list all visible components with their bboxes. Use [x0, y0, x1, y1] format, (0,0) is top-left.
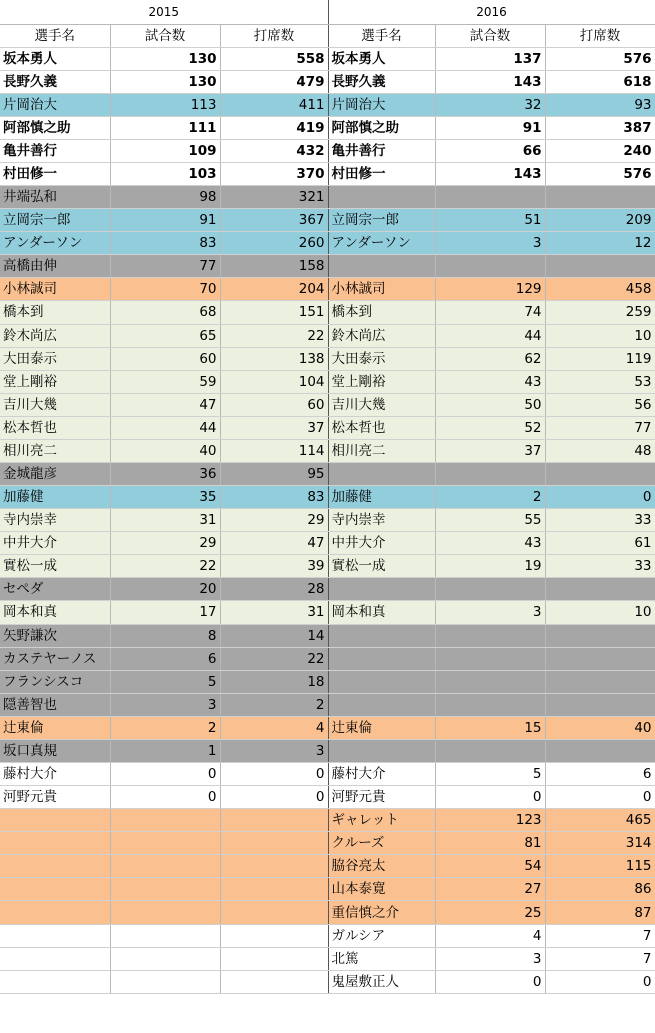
cell-plate-appearances-2016[interactable]: 86 [545, 878, 655, 901]
cell-player-name-2015[interactable]: 大田泰示 [0, 347, 110, 370]
table-row [0, 786, 655, 809]
cell-player-name-2016[interactable]: 加藤健 [328, 486, 435, 509]
cell-games-2016[interactable]: 37 [435, 439, 545, 462]
cell-player-name-2015[interactable]: 鈴木尚広 [0, 324, 110, 347]
cell-games-2015[interactable]: 2 [110, 716, 220, 739]
cell-plate-appearances-2016[interactable]: 10 [545, 324, 655, 347]
cell-plate-appearances-2016[interactable]: 576 [545, 47, 655, 70]
cell-games-2015[interactable]: 29 [110, 532, 220, 555]
cell-plate-appearances-2016[interactable] [545, 462, 655, 485]
table-row [0, 278, 655, 301]
cell-games-2015[interactable]: 44 [110, 416, 220, 439]
cell-games-2015[interactable]: 22 [110, 555, 220, 578]
cell-plate-appearances-2015[interactable]: 419 [220, 116, 328, 139]
cell-games-2015[interactable]: 111 [110, 116, 220, 139]
cell-games-2016[interactable] [435, 647, 545, 670]
header-plate-appearances-2016[interactable]: 打席数 [545, 24, 655, 47]
cell-player-name-2015[interactable]: 坂本勇人 [0, 47, 110, 70]
table-row [0, 462, 655, 485]
cell-player-name-2015[interactable] [0, 832, 110, 855]
table-row [0, 832, 655, 855]
cell-plate-appearances-2015[interactable]: 14 [220, 624, 328, 647]
cell-plate-appearances-2016[interactable]: 0 [545, 786, 655, 809]
cell-plate-appearances-2016[interactable]: 458 [545, 278, 655, 301]
cell-games-2015[interactable] [110, 855, 220, 878]
table-row [0, 855, 655, 878]
cell-plate-appearances-2016[interactable]: 56 [545, 393, 655, 416]
cell-player-name-2015[interactable]: 橋本到 [0, 301, 110, 324]
year-2015-header[interactable]: 2015 [0, 0, 328, 24]
cell-games-2015[interactable] [110, 924, 220, 947]
cell-plate-appearances-2015[interactable]: 22 [220, 324, 328, 347]
cell-player-name-2015[interactable]: フランシスコ [0, 670, 110, 693]
cell-plate-appearances-2015[interactable]: 432 [220, 139, 328, 162]
cell-player-name-2015[interactable]: 堂上剛裕 [0, 370, 110, 393]
cell-games-2016[interactable]: 5 [435, 763, 545, 786]
cell-games-2015[interactable]: 68 [110, 301, 220, 324]
cell-games-2016[interactable]: 129 [435, 278, 545, 301]
cell-player-name-2015[interactable]: 金城龍彦 [0, 462, 110, 485]
cell-games-2015[interactable]: 31 [110, 509, 220, 532]
table-row [0, 716, 655, 739]
table-row [0, 47, 655, 70]
cell-plate-appearances-2015[interactable] [220, 924, 328, 947]
cell-player-name-2016[interactable]: 堂上剛裕 [328, 370, 435, 393]
cell-player-name-2016[interactable]: 片岡治大 [328, 93, 435, 116]
cell-player-name-2016[interactable] [328, 693, 435, 716]
table-row [0, 255, 655, 278]
table-row [0, 647, 655, 670]
cell-plate-appearances-2015[interactable]: 2 [220, 693, 328, 716]
cell-games-2016[interactable] [435, 578, 545, 601]
cell-games-2015[interactable]: 77 [110, 255, 220, 278]
table-row [0, 601, 655, 624]
cell-games-2015[interactable]: 130 [110, 47, 220, 70]
cell-games-2015[interactable]: 8 [110, 624, 220, 647]
cell-games-2016[interactable]: 32 [435, 93, 545, 116]
cell-player-name-2015[interactable] [0, 809, 110, 832]
cell-player-name-2015[interactable]: セペダ [0, 578, 110, 601]
cell-plate-appearances-2015[interactable]: 18 [220, 670, 328, 693]
table-row [0, 416, 655, 439]
cell-plate-appearances-2015[interactable]: 31 [220, 601, 328, 624]
cell-plate-appearances-2015[interactable]: 39 [220, 555, 328, 578]
cell-player-name-2016[interactable]: 脇谷亮太 [328, 855, 435, 878]
table-row [0, 324, 655, 347]
cell-plate-appearances-2015[interactable]: 37 [220, 416, 328, 439]
cell-player-name-2016[interactable] [328, 186, 435, 209]
cell-player-name-2016[interactable]: 鬼屋敷正人 [328, 970, 435, 993]
cell-player-name-2015[interactable]: 松本哲也 [0, 416, 110, 439]
cell-games-2016[interactable]: 3 [435, 947, 545, 970]
cell-plate-appearances-2016[interactable]: 7 [545, 924, 655, 947]
cell-games-2015[interactable]: 47 [110, 393, 220, 416]
cell-plate-appearances-2016[interactable] [545, 255, 655, 278]
cell-player-name-2016[interactable]: ガルシア [328, 924, 435, 947]
cell-games-2015[interactable] [110, 901, 220, 924]
cell-player-name-2015[interactable] [0, 901, 110, 924]
cell-games-2015[interactable]: 60 [110, 347, 220, 370]
cell-player-name-2016[interactable] [328, 670, 435, 693]
cell-games-2016[interactable]: 44 [435, 324, 545, 347]
cell-plate-appearances-2016[interactable]: 33 [545, 555, 655, 578]
cell-plate-appearances-2016[interactable]: 10 [545, 601, 655, 624]
cell-plate-appearances-2016[interactable] [545, 670, 655, 693]
cell-plate-appearances-2016[interactable]: 7 [545, 947, 655, 970]
cell-plate-appearances-2016[interactable]: 33 [545, 509, 655, 532]
cell-player-name-2016[interactable]: 坂本勇人 [328, 47, 435, 70]
cell-player-name-2015[interactable]: 亀井善行 [0, 139, 110, 162]
cell-player-name-2015[interactable]: 矢野謙次 [0, 624, 110, 647]
cell-player-name-2016[interactable] [328, 624, 435, 647]
cell-games-2016[interactable] [435, 739, 545, 762]
cell-plate-appearances-2016[interactable] [545, 578, 655, 601]
cell-plate-appearances-2016[interactable]: 6 [545, 763, 655, 786]
cell-player-name-2016[interactable]: 小林誠司 [328, 278, 435, 301]
cell-plate-appearances-2016[interactable]: 314 [545, 832, 655, 855]
table-row [0, 301, 655, 324]
cell-plate-appearances-2016[interactable]: 576 [545, 162, 655, 185]
cell-player-name-2016[interactable]: 辻東倫 [328, 716, 435, 739]
header-games-2016[interactable]: 試合数 [435, 24, 545, 47]
cell-games-2016[interactable]: 43 [435, 532, 545, 555]
cell-games-2016[interactable]: 52 [435, 416, 545, 439]
cell-player-name-2015[interactable]: 井端弘和 [0, 186, 110, 209]
cell-player-name-2016[interactable]: 寺内崇幸 [328, 509, 435, 532]
cell-games-2016[interactable]: 4 [435, 924, 545, 947]
cell-player-name-2015[interactable]: 高橋由伸 [0, 255, 110, 278]
cell-games-2016[interactable]: 27 [435, 878, 545, 901]
cell-games-2015[interactable] [110, 878, 220, 901]
table-row [0, 370, 655, 393]
cell-games-2015[interactable] [110, 809, 220, 832]
cell-player-name-2016[interactable]: 相川亮二 [328, 439, 435, 462]
cell-plate-appearances-2016[interactable]: 240 [545, 139, 655, 162]
table-row [0, 555, 655, 578]
cell-plate-appearances-2015[interactable]: 367 [220, 209, 328, 232]
cell-player-name-2015[interactable]: 加藤健 [0, 486, 110, 509]
cell-player-name-2015[interactable] [0, 924, 110, 947]
cell-player-name-2016[interactable]: 松本哲也 [328, 416, 435, 439]
cell-plate-appearances-2015[interactable]: 28 [220, 578, 328, 601]
cell-plate-appearances-2015[interactable]: 411 [220, 93, 328, 116]
cell-games-2016[interactable] [435, 670, 545, 693]
cell-plate-appearances-2015[interactable]: 0 [220, 763, 328, 786]
cell-plate-appearances-2015[interactable]: 0 [220, 786, 328, 809]
cell-plate-appearances-2015[interactable] [220, 855, 328, 878]
column-header-row [0, 24, 655, 47]
table-row [0, 70, 655, 93]
cell-games-2016[interactable]: 91 [435, 116, 545, 139]
cell-player-name-2015[interactable]: 小林誠司 [0, 278, 110, 301]
table-row [0, 670, 655, 693]
cell-plate-appearances-2016[interactable]: 119 [545, 347, 655, 370]
table-row [0, 624, 655, 647]
cell-games-2016[interactable]: 143 [435, 70, 545, 93]
table-row [0, 209, 655, 232]
cell-plate-appearances-2015[interactable]: 83 [220, 486, 328, 509]
cell-games-2015[interactable]: 103 [110, 162, 220, 185]
cell-player-name-2016[interactable] [328, 739, 435, 762]
cell-plate-appearances-2015[interactable]: 22 [220, 647, 328, 670]
cell-player-name-2015[interactable] [0, 947, 110, 970]
cell-player-name-2015[interactable]: 寺内崇幸 [0, 509, 110, 532]
table-row [0, 347, 655, 370]
cell-plate-appearances-2015[interactable]: 47 [220, 532, 328, 555]
cell-games-2016[interactable]: 3 [435, 232, 545, 255]
cell-plate-appearances-2016[interactable]: 93 [545, 93, 655, 116]
cell-player-name-2016[interactable]: 山本泰寛 [328, 878, 435, 901]
cell-player-name-2016[interactable]: 村田修一 [328, 162, 435, 185]
cell-player-name-2015[interactable]: 辻東倫 [0, 716, 110, 739]
cell-games-2015[interactable]: 59 [110, 370, 220, 393]
table-row [0, 186, 655, 209]
cell-games-2015[interactable]: 3 [110, 693, 220, 716]
cell-plate-appearances-2016[interactable]: 465 [545, 809, 655, 832]
cell-player-name-2016[interactable]: 中井大介 [328, 532, 435, 555]
cell-games-2015[interactable]: 113 [110, 93, 220, 116]
table-row [0, 93, 655, 116]
cell-player-name-2015[interactable]: 長野久義 [0, 70, 110, 93]
cell-plate-appearances-2016[interactable]: 61 [545, 532, 655, 555]
cell-games-2015[interactable]: 35 [110, 486, 220, 509]
cell-games-2015[interactable]: 40 [110, 439, 220, 462]
cell-player-name-2015[interactable]: アンダーソン [0, 232, 110, 255]
cell-games-2016[interactable]: 51 [435, 209, 545, 232]
cell-plate-appearances-2015[interactable]: 138 [220, 347, 328, 370]
cell-plate-appearances-2015[interactable] [220, 878, 328, 901]
cell-games-2016[interactable]: 0 [435, 970, 545, 993]
cell-plate-appearances-2015[interactable]: 558 [220, 47, 328, 70]
cell-plate-appearances-2016[interactable]: 259 [545, 301, 655, 324]
cell-player-name-2016[interactable]: 大田泰示 [328, 347, 435, 370]
cell-games-2016[interactable]: 62 [435, 347, 545, 370]
cell-games-2016[interactable]: 25 [435, 901, 545, 924]
cell-games-2016[interactable]: 54 [435, 855, 545, 878]
cell-player-name-2015[interactable]: 立岡宗一郎 [0, 209, 110, 232]
table-row [0, 393, 655, 416]
cell-plate-appearances-2015[interactable]: 158 [220, 255, 328, 278]
cell-games-2016[interactable]: 15 [435, 716, 545, 739]
cell-player-name-2016[interactable] [328, 462, 435, 485]
cell-games-2015[interactable]: 20 [110, 578, 220, 601]
table-row [0, 693, 655, 716]
cell-games-2016[interactable]: 50 [435, 393, 545, 416]
cell-plate-appearances-2015[interactable]: 204 [220, 278, 328, 301]
cell-plate-appearances-2015[interactable]: 4 [220, 716, 328, 739]
table-row [0, 578, 655, 601]
cell-plate-appearances-2016[interactable] [545, 693, 655, 716]
cell-plate-appearances-2015[interactable]: 104 [220, 370, 328, 393]
table-row [0, 763, 655, 786]
cell-plate-appearances-2015[interactable]: 260 [220, 232, 328, 255]
cell-player-name-2016[interactable]: 岡本和真 [328, 601, 435, 624]
cell-player-name-2016[interactable]: アンダーソン [328, 232, 435, 255]
cell-plate-appearances-2016[interactable]: 209 [545, 209, 655, 232]
cell-games-2016[interactable]: 137 [435, 47, 545, 70]
cell-player-name-2016[interactable]: ギャレット [328, 809, 435, 832]
cell-games-2015[interactable]: 0 [110, 786, 220, 809]
cell-plate-appearances-2016[interactable] [545, 186, 655, 209]
cell-plate-appearances-2016[interactable]: 48 [545, 439, 655, 462]
cell-player-name-2016[interactable]: 北篤 [328, 947, 435, 970]
cell-player-name-2016[interactable]: 河野元貴 [328, 786, 435, 809]
cell-games-2016[interactable] [435, 255, 545, 278]
cell-plate-appearances-2015[interactable]: 114 [220, 439, 328, 462]
cell-games-2015[interactable]: 91 [110, 209, 220, 232]
table-row [0, 809, 655, 832]
cell-games-2016[interactable]: 66 [435, 139, 545, 162]
cell-plate-appearances-2015[interactable]: 321 [220, 186, 328, 209]
cell-player-name-2016[interactable]: 實松一成 [328, 555, 435, 578]
cell-player-name-2015[interactable]: 阿部慎之助 [0, 116, 110, 139]
cell-player-name-2016[interactable]: 藤村大介 [328, 763, 435, 786]
cell-games-2015[interactable]: 109 [110, 139, 220, 162]
cell-games-2016[interactable]: 74 [435, 301, 545, 324]
cell-games-2016[interactable] [435, 624, 545, 647]
header-plate-appearances-2015[interactable]: 打席数 [220, 24, 328, 47]
table-row [0, 947, 655, 970]
cell-player-name-2016[interactable]: 長野久義 [328, 70, 435, 93]
cell-player-name-2015[interactable]: 相川亮二 [0, 439, 110, 462]
table-row [0, 901, 655, 924]
table-row [0, 139, 655, 162]
cell-player-name-2015[interactable]: 岡本和真 [0, 601, 110, 624]
cell-plate-appearances-2015[interactable] [220, 970, 328, 993]
cell-games-2015[interactable] [110, 947, 220, 970]
cell-player-name-2015[interactable]: 隠善智也 [0, 693, 110, 716]
cell-games-2015[interactable]: 1 [110, 739, 220, 762]
cell-plate-appearances-2016[interactable] [545, 739, 655, 762]
cell-player-name-2015[interactable]: 中井大介 [0, 532, 110, 555]
cell-player-name-2015[interactable]: 村田修一 [0, 162, 110, 185]
cell-games-2016[interactable]: 123 [435, 809, 545, 832]
cell-plate-appearances-2016[interactable]: 618 [545, 70, 655, 93]
cell-games-2015[interactable]: 5 [110, 670, 220, 693]
cell-plate-appearances-2016[interactable]: 77 [545, 416, 655, 439]
cell-plate-appearances-2016[interactable]: 12 [545, 232, 655, 255]
cell-player-name-2015[interactable]: 藤村大介 [0, 763, 110, 786]
cell-games-2015[interactable]: 130 [110, 70, 220, 93]
cell-plate-appearances-2016[interactable]: 87 [545, 901, 655, 924]
cell-player-name-2015[interactable] [0, 855, 110, 878]
cell-games-2016[interactable] [435, 186, 545, 209]
year-header-row [0, 0, 655, 24]
cell-games-2015[interactable]: 70 [110, 278, 220, 301]
cell-player-name-2016[interactable]: 橋本到 [328, 301, 435, 324]
cell-games-2016[interactable] [435, 693, 545, 716]
cell-games-2015[interactable]: 98 [110, 186, 220, 209]
table-row [0, 439, 655, 462]
cell-games-2015[interactable]: 6 [110, 647, 220, 670]
header-player-name-2016[interactable]: 選手名 [328, 24, 435, 47]
cell-games-2015[interactable]: 36 [110, 462, 220, 485]
cell-plate-appearances-2016[interactable]: 115 [545, 855, 655, 878]
cell-plate-appearances-2016[interactable]: 387 [545, 116, 655, 139]
cell-player-name-2015[interactable]: 坂口真規 [0, 739, 110, 762]
cell-plate-appearances-2015[interactable] [220, 901, 328, 924]
cell-player-name-2016[interactable] [328, 578, 435, 601]
cell-games-2015[interactable] [110, 832, 220, 855]
cell-plate-appearances-2015[interactable] [220, 832, 328, 855]
cell-plate-appearances-2015[interactable] [220, 809, 328, 832]
cell-plate-appearances-2015[interactable] [220, 947, 328, 970]
cell-games-2016[interactable]: 2 [435, 486, 545, 509]
year-2016-header[interactable]: 2016 [328, 0, 655, 24]
cell-player-name-2015[interactable]: 河野元貴 [0, 786, 110, 809]
cell-plate-appearances-2016[interactable] [545, 624, 655, 647]
cell-games-2016[interactable]: 19 [435, 555, 545, 578]
cell-player-name-2015[interactable] [0, 970, 110, 993]
cell-player-name-2016[interactable]: 鈴木尚広 [328, 324, 435, 347]
cell-player-name-2016[interactable]: 立岡宗一郎 [328, 209, 435, 232]
cell-games-2016[interactable]: 55 [435, 509, 545, 532]
cell-player-name-2015[interactable]: 實松一成 [0, 555, 110, 578]
cell-player-name-2016[interactable]: 亀井善行 [328, 139, 435, 162]
cell-plate-appearances-2015[interactable]: 60 [220, 393, 328, 416]
cell-plate-appearances-2015[interactable]: 370 [220, 162, 328, 185]
table-row [0, 509, 655, 532]
table-row [0, 970, 655, 993]
cell-player-name-2015[interactable]: カステヤーノス [0, 647, 110, 670]
cell-player-name-2016[interactable] [328, 255, 435, 278]
table-row [0, 232, 655, 255]
cell-player-name-2016[interactable]: 阿部慎之助 [328, 116, 435, 139]
cell-games-2015[interactable]: 0 [110, 763, 220, 786]
cell-plate-appearances-2016[interactable]: 0 [545, 486, 655, 509]
table-row [0, 532, 655, 555]
cell-player-name-2015[interactable] [0, 878, 110, 901]
cell-games-2016[interactable]: 143 [435, 162, 545, 185]
cell-plate-appearances-2015[interactable]: 3 [220, 739, 328, 762]
cell-plate-appearances-2015[interactable]: 479 [220, 70, 328, 93]
cell-games-2015[interactable]: 83 [110, 232, 220, 255]
table-row [0, 162, 655, 185]
cell-games-2015[interactable]: 65 [110, 324, 220, 347]
cell-plate-appearances-2016[interactable]: 53 [545, 370, 655, 393]
cell-player-name-2015[interactable]: 片岡治大 [0, 93, 110, 116]
cell-plate-appearances-2016[interactable] [545, 647, 655, 670]
cell-player-name-2016[interactable] [328, 647, 435, 670]
cell-games-2016[interactable]: 81 [435, 832, 545, 855]
cell-player-name-2016[interactable]: クルーズ [328, 832, 435, 855]
cell-plate-appearances-2015[interactable]: 95 [220, 462, 328, 485]
cell-plate-appearances-2016[interactable]: 40 [545, 716, 655, 739]
cell-games-2015[interactable]: 17 [110, 601, 220, 624]
header-player-name-2015[interactable]: 選手名 [0, 24, 110, 47]
table-row [0, 878, 655, 901]
table-row [0, 116, 655, 139]
table-row [0, 486, 655, 509]
cell-plate-appearances-2015[interactable]: 29 [220, 509, 328, 532]
table-row [0, 739, 655, 762]
cell-plate-appearances-2016[interactable]: 0 [545, 970, 655, 993]
cell-player-name-2015[interactable]: 吉川大幾 [0, 393, 110, 416]
table-row [0, 924, 655, 947]
cell-games-2016[interactable]: 3 [435, 601, 545, 624]
cell-player-name-2016[interactable]: 重信慎之介 [328, 901, 435, 924]
cell-player-name-2016[interactable]: 吉川大幾 [328, 393, 435, 416]
cell-games-2016[interactable]: 0 [435, 786, 545, 809]
cell-plate-appearances-2015[interactable]: 151 [220, 301, 328, 324]
cell-games-2016[interactable] [435, 462, 545, 485]
cell-games-2015[interactable] [110, 970, 220, 993]
header-games-2015[interactable]: 試合数 [110, 24, 220, 47]
cell-games-2016[interactable]: 43 [435, 370, 545, 393]
